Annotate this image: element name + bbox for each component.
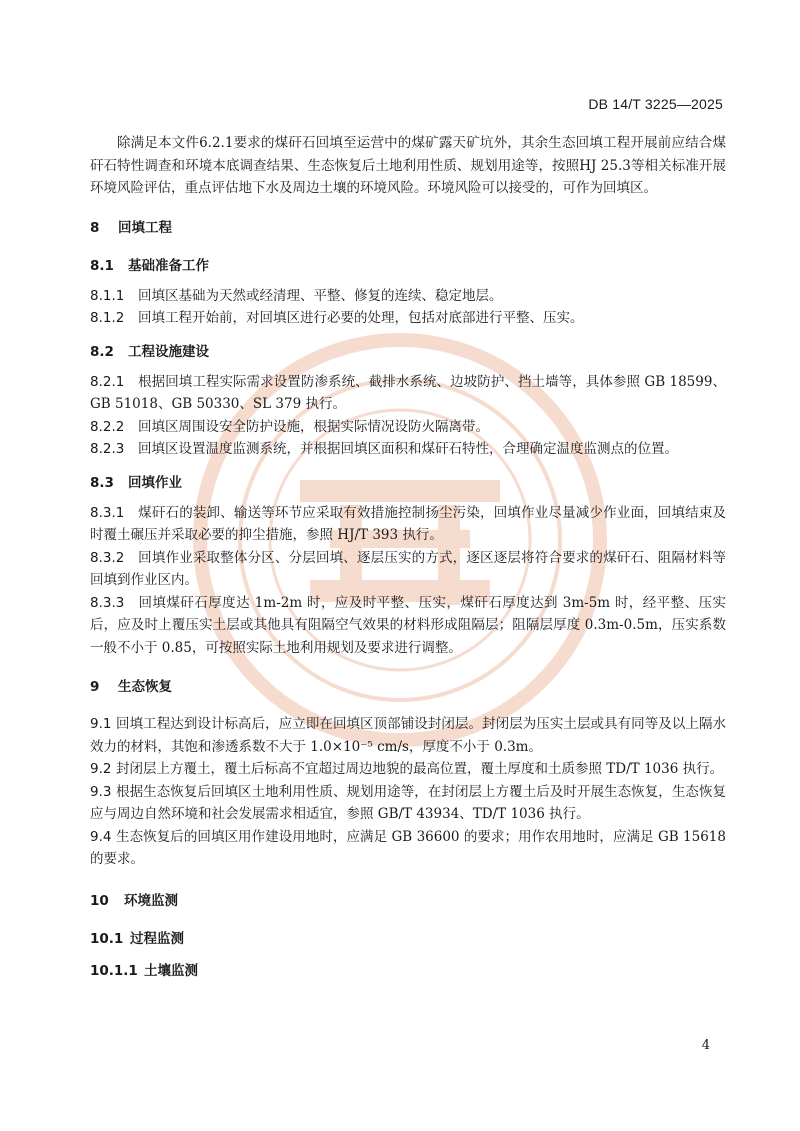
clause-8-1-1 xyxy=(90,285,726,308)
clause-8-2-2 xyxy=(90,416,726,439)
section-title: 生态恢复 xyxy=(118,679,172,695)
section-heading-9 xyxy=(90,677,726,697)
section-number: 8.3 xyxy=(90,474,114,491)
clause-number: 8.1.2 xyxy=(90,310,125,326)
section-heading-8-1 xyxy=(90,256,726,276)
section-title: 基础准备工作 xyxy=(128,257,209,274)
clause-number: 8.1.1 xyxy=(90,287,125,304)
clause-number: 8.3.2 xyxy=(90,549,125,566)
clause-9-2 xyxy=(90,758,726,781)
section-number: 10.1 xyxy=(90,930,124,947)
clause-number: 8.3.1 xyxy=(90,504,125,521)
clause-9-3 xyxy=(90,781,726,826)
clause-text: 煤矸石的装卸、输送等环节应采取有效措施控制扬尘污染，回填作业尽量减少作业面，回填结束及时覆土碾压并采取必要的抑尘措施，参照 HJ/T 393 执行。 xyxy=(90,504,726,543)
section-title: 土壤监测 xyxy=(144,962,198,979)
clause-text: 回填区设置温度监测系统，并根据回填区面积和煤矸石特性，合理确定温度监测点的位置。 xyxy=(138,441,678,457)
clause-8-3-2 xyxy=(90,547,726,592)
clause-text: 封闭层上方覆土，覆土后标高不宜超过周边地貌的最高位置，覆土厚度和土质参照 TD/T 1036 执行。 xyxy=(116,761,724,777)
clause-9-4 xyxy=(90,826,726,871)
clause-8-2-3 xyxy=(90,438,726,461)
section-title: 过程监测 xyxy=(130,930,184,947)
clause-8-1-2 xyxy=(90,307,726,330)
clause-number: 8.2.3 xyxy=(90,441,125,457)
clause-text: 回填区周围设安全防护设施，根据实际情况设防火隔离带。 xyxy=(138,418,489,435)
clause-number: 8.3.3 xyxy=(90,594,125,611)
clause-number: 9.4 xyxy=(90,828,112,845)
section-number: 9 xyxy=(90,679,100,695)
section-number: 8.1 xyxy=(90,257,114,274)
main-content xyxy=(90,132,726,981)
clause-text: 根据回填工程实际需求设置防渗系统、截排水系统、边坡防护、挡土墙等，具体参照 GB 18599、GB 51018、GB 50330、SL 379 执行。 xyxy=(90,373,726,412)
clause-text: 回填工程开始前，对回填区进行必要的处理，包括对底部进行平整、压实。 xyxy=(138,310,584,326)
clause-8-3-1 xyxy=(90,502,726,547)
section-heading-10-1-1 xyxy=(90,961,726,981)
clause-text: 根据生态恢复后回填区土地利用性质、规划用途等，在封闭层上方覆土后及时开展生态恢复，生态恢复应与周边自然环境和社会发展需求相适宜，参照 GB/T 43934、TD/T 1036 执行。 xyxy=(90,783,726,822)
clause-text: 回填区基础为天然或经清理、平整、修复的连续、稳定地层。 xyxy=(138,287,503,304)
section-heading-10 xyxy=(90,891,726,911)
clause-8-3-3 xyxy=(90,592,726,660)
clause-number: 9.3 xyxy=(90,783,112,800)
clause-text: 回填作业采取整体分区、分层回填、逐层压实的方式，逐区逐层将符合要求的煤矸石、阻隔材料等回填到作业区内。 xyxy=(90,549,726,588)
clause-9-1 xyxy=(90,713,726,758)
section-number: 10.1.1 xyxy=(90,962,138,979)
section-heading-8-2 xyxy=(90,342,726,362)
clause-number: 8.2.2 xyxy=(90,418,125,435)
section-title: 工程设施建设 xyxy=(128,343,209,360)
standard-code: DB 14/T 3225—2025 xyxy=(588,96,723,112)
section-title: 回填作业 xyxy=(128,474,182,491)
section-number: 8.2 xyxy=(90,343,114,360)
section-heading-10-1 xyxy=(90,929,726,949)
clause-text: 回填煤矸石厚度达 1m-2m 时，应及时平整、压实，煤矸石厚度达到 3m-5m 时，经平整、压实后，应及时上覆压实土层或其他具有阻隔空气效果的材料形成阻隔层；阻隔层厚度 0.3m-0.5m，压实系数一般不小于 0.85，可按照实际土地利用规划及要求进行调整。 xyxy=(90,594,726,656)
clause-number: 9.2 xyxy=(90,761,112,777)
clause-text: 生态恢复后的回填区用作建设用地时，应满足 GB 36600 的要求；用作农用地时，应满足 GB 15618 的要求。 xyxy=(90,828,726,867)
section-number: 8 xyxy=(90,219,100,236)
clause-8-2-1 xyxy=(90,371,726,416)
clause-number: 9.1 xyxy=(90,716,112,732)
clause-text: 回填工程达到设计标高后，应立即在回填区顶部铺设封闭层。封闭层为压实土层或具有同等及以上隔水效力的材料，其饱和渗透系数不大于 1.0×10⁻⁵ cm/s，厚度不小于 0.3m。 xyxy=(90,716,726,755)
section-title: 环境监测 xyxy=(124,892,178,909)
section-heading-8 xyxy=(90,218,726,238)
section-heading-8-3 xyxy=(90,473,726,493)
intro-paragraph: 除满足本文件6.2.1要求的煤矸石回填至运营中的煤矿露天矿坑外，其余生态回填工程开展前应结合煤矸石特性调查和环境本底调查结果、生态恢复后土地利用性质、规划用途等，按照HJ 25.3等相关标准开展环境风险评估，重点评估地下水及周边土壤的环境风险。环境风险可以接受的，可作为回填区。 xyxy=(90,135,726,196)
page-number: 4 xyxy=(701,1038,710,1053)
clause-number: 8.2.1 xyxy=(90,373,125,390)
section-number: 10 xyxy=(90,892,109,909)
section-title: 回填工程 xyxy=(118,219,172,236)
